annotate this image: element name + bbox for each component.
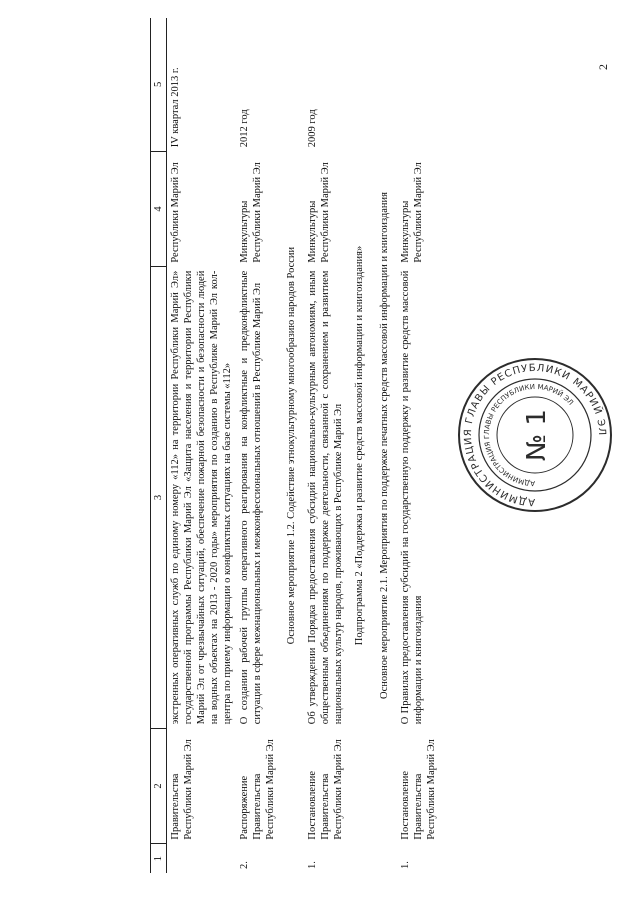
header-col-2: 2 xyxy=(151,728,167,843)
row-number: 1. xyxy=(400,861,411,869)
official-stamp xyxy=(455,355,615,515)
document-content: О создании рабочей группы оперативного реагирования на конфликтные и предконфликтные ситуации в сфере межнациональных и межконфессиональных отношений в Республике Марий Эл xyxy=(239,270,263,725)
executor: Минкультуры Республики Марий Эл xyxy=(307,162,331,263)
document-type: Распоряжение Правительства Республики Марий Эл xyxy=(239,739,276,840)
term: 2012 год xyxy=(239,109,250,148)
section-title: Основное мероприятие 1.2. Содействие этнокультурному многообразию народов России xyxy=(286,246,297,645)
stamp-number: № 1 xyxy=(522,409,552,461)
row-number xyxy=(167,844,237,873)
executor: Республики Марий Эл xyxy=(170,162,181,263)
row-number: 1. xyxy=(307,861,318,869)
row-number: 2. xyxy=(239,861,250,869)
header-col-5: 5 xyxy=(151,18,167,151)
document-content: экстренных оперативных служб по единому номеру «112» на территории Республики Марий Эл» государственной программы Республики Марий Эл «Защита населения и территории Республики Марий Эл от чрезвычайных ситуаций, обеспечение пожарной безопасности и безопасности людей на водных объектах на 2013 - 2020 годы» мероприятия по созданию в Республике Марий Эл кол-центра по приему информации о конфликтных ситуациях на базе системы «112» xyxy=(170,270,233,725)
stamp-inner-text: АДМИНИСТРАЦИЯ ГЛАВЫ РЕСПУБЛИКИ МАРИЙ ЭЛ xyxy=(482,382,575,488)
table-row xyxy=(167,18,237,873)
section-heading xyxy=(279,18,304,873)
section-heading xyxy=(372,18,397,873)
section-title: Подпрограмма 2 «Поддержка и развитие средств массовой информации и книгоиздания» xyxy=(354,245,365,646)
table-row xyxy=(397,18,440,873)
measures-table xyxy=(150,18,440,873)
section-heading xyxy=(347,18,372,873)
section-title: Основное мероприятие 2.1. Мероприятия по поддержке печатных средств массовой информации и книгоиздания xyxy=(379,192,390,699)
term xyxy=(397,18,440,151)
header-col-1: 1 xyxy=(151,844,167,873)
stamp-ring-text: АДМИНИСТРАЦИЯ ГЛАВЫ РЕСПУБЛИКИ МАРИЙ ЭЛ xyxy=(462,362,608,508)
executor: Минкультуры Республики Марий Эл xyxy=(400,162,424,263)
table-header-row xyxy=(151,18,167,873)
header-col-4: 4 xyxy=(151,151,167,266)
table-row xyxy=(236,18,279,873)
document-content: Об утверждении Порядка предоставления субсидий национально-культурным автономиям, иным общественным объединениям по поддержке деятельности, связанной с сохранением и развитием национальных культур народов, проживающих в Республике Марий Эл xyxy=(307,270,344,725)
header-col-3: 3 xyxy=(151,267,167,729)
document-content: О Правилах предоставления субсидий на государственную поддержку и развитие средств массовой информации и книгоиздания xyxy=(400,270,424,725)
document-type: Постановление Правительства Республики Марий Эл xyxy=(307,739,344,840)
page-number: 2 xyxy=(596,64,610,70)
term: IV квартал 2013 г. xyxy=(170,67,181,148)
document-type: Правительства Республики Марий Эл xyxy=(170,739,194,840)
document-type: Постановление Правительства Республики Марий Эл xyxy=(400,739,437,840)
term: 2009 год xyxy=(307,109,318,148)
table-row xyxy=(304,18,347,873)
executor: Минкультуры Республики Марий Эл xyxy=(239,162,263,263)
